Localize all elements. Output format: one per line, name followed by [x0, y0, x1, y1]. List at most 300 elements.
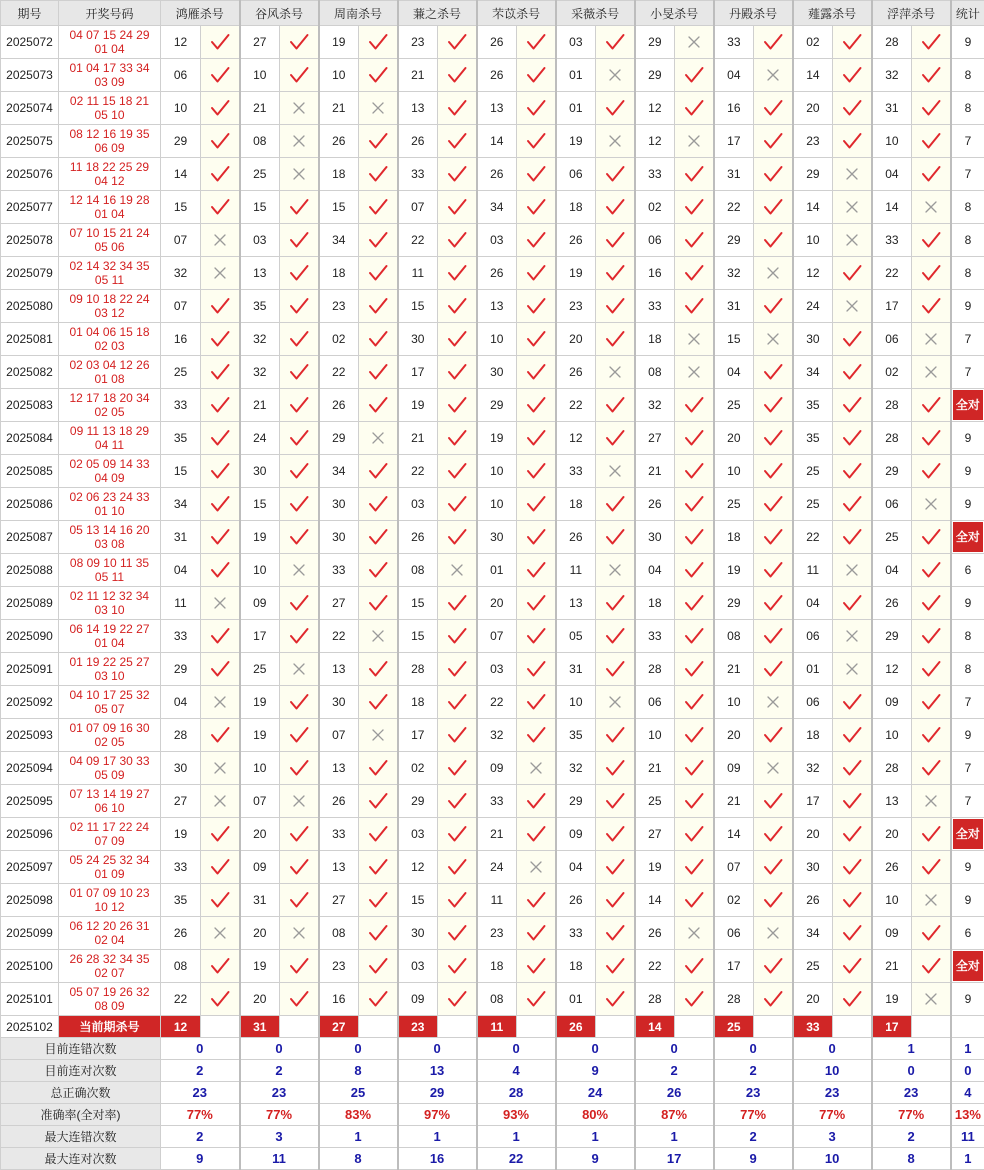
check-icon	[368, 462, 388, 480]
check-icon	[526, 825, 546, 843]
result-correct-cell	[596, 851, 635, 884]
result-correct-cell	[359, 488, 398, 521]
stats-row	[1, 1126, 984, 1148]
cross-icon	[687, 332, 701, 346]
kill-number-cell: 35	[556, 719, 596, 752]
cross-icon	[371, 728, 385, 742]
kill-number-cell: 30	[793, 323, 833, 356]
cross-icon	[529, 860, 543, 874]
check-icon	[368, 858, 388, 876]
check-icon	[763, 462, 783, 480]
check-icon	[921, 297, 941, 315]
check-icon	[289, 462, 309, 480]
result-wrong-cell	[912, 884, 951, 917]
kill-number-cell: 20	[793, 92, 833, 125]
header-row	[1, 1, 984, 26]
result-correct-cell	[596, 620, 635, 653]
check-icon	[289, 726, 309, 744]
stats-value: 10	[793, 1060, 872, 1082]
kill-number-cell: 13	[477, 92, 517, 125]
kill-number-cell: 34	[793, 917, 833, 950]
header-predictor: 薤露杀号	[793, 1, 872, 26]
result-correct-cell	[833, 917, 872, 950]
check-icon	[368, 693, 388, 711]
stats-row	[1, 1104, 984, 1126]
table-row	[1, 653, 984, 686]
result-wrong-cell	[675, 917, 714, 950]
count-cell: 7	[951, 752, 984, 785]
result-correct-cell	[833, 455, 872, 488]
check-icon	[447, 792, 467, 810]
draw-back-numbers: 02 03	[94, 339, 125, 353]
result-wrong-cell	[438, 554, 477, 587]
result-wrong-cell	[754, 257, 793, 290]
current-kill-number: 23	[398, 1016, 438, 1038]
kill-number-cell: 02	[872, 356, 912, 389]
kill-number-cell: 23	[319, 290, 359, 323]
kill-number-cell: 35	[793, 389, 833, 422]
draw-back-numbers: 02 05	[94, 405, 125, 419]
result-correct-cell	[833, 92, 872, 125]
result-correct-cell	[833, 125, 872, 158]
kill-number-cell: 20	[556, 323, 596, 356]
count-cell: 8	[951, 257, 984, 290]
result-wrong-cell	[912, 356, 951, 389]
check-icon	[368, 330, 388, 348]
kill-number-cell: 15	[398, 884, 438, 917]
check-icon	[921, 858, 941, 876]
draw-numbers-cell	[59, 158, 161, 191]
kill-number-cell: 08	[635, 356, 675, 389]
result-correct-cell	[517, 92, 556, 125]
cross-icon	[371, 629, 385, 643]
stats-row	[1, 1038, 984, 1060]
draw-back-numbers: 08 09	[94, 999, 125, 1013]
draw-front-numbers: 02 03 04 12 26	[69, 358, 150, 372]
check-icon	[684, 759, 704, 777]
cross-icon	[608, 134, 622, 148]
kill-number-cell: 07	[319, 719, 359, 752]
kill-number-cell: 10	[240, 752, 280, 785]
stats-label: 目前连对次数	[1, 1060, 161, 1082]
stats-value: 83%	[319, 1104, 398, 1126]
kill-number-cell: 09	[872, 917, 912, 950]
check-icon	[684, 429, 704, 447]
check-icon	[763, 528, 783, 546]
result-correct-cell	[280, 851, 319, 884]
result-correct-cell	[359, 257, 398, 290]
period-cell: 2025079	[1, 257, 59, 290]
kill-number-cell: 33	[477, 785, 517, 818]
stats-total: 11	[951, 1126, 984, 1148]
cross-icon	[213, 761, 227, 775]
header-predictor: 采薇杀号	[556, 1, 635, 26]
stats-value: 23	[793, 1082, 872, 1104]
table-row	[1, 59, 984, 92]
period-cell: 2025098	[1, 884, 59, 917]
result-correct-cell	[280, 884, 319, 917]
check-icon	[763, 132, 783, 150]
kill-number-cell: 12	[556, 422, 596, 455]
result-correct-cell	[596, 224, 635, 257]
result-correct-cell	[438, 653, 477, 686]
kill-number-cell: 21	[240, 389, 280, 422]
draw-numbers-cell	[59, 422, 161, 455]
kill-number-cell: 10	[319, 59, 359, 92]
check-icon	[447, 462, 467, 480]
result-correct-cell	[596, 917, 635, 950]
draw-numbers-cell	[59, 26, 161, 59]
current-blank-cell	[438, 1016, 477, 1038]
current-total-blank	[951, 1016, 984, 1038]
draw-front-numbers: 08 09 10 11 35	[69, 556, 150, 570]
check-icon	[526, 726, 546, 744]
draw-back-numbers: 03 09	[94, 75, 125, 89]
result-correct-cell	[517, 422, 556, 455]
result-correct-cell	[359, 323, 398, 356]
check-icon	[289, 594, 309, 612]
result-correct-cell	[280, 59, 319, 92]
cross-icon	[845, 629, 859, 643]
result-correct-cell	[438, 752, 477, 785]
result-correct-cell	[675, 818, 714, 851]
kill-number-cell: 34	[319, 224, 359, 257]
result-correct-cell	[675, 389, 714, 422]
stats-value: 97%	[398, 1104, 477, 1126]
check-icon	[289, 330, 309, 348]
kill-number-cell: 18	[556, 950, 596, 983]
kill-number-cell: 18	[319, 257, 359, 290]
result-correct-cell	[912, 752, 951, 785]
stats-value: 1	[872, 1038, 951, 1060]
kill-number-cell: 15	[398, 290, 438, 323]
draw-back-numbers: 01 04	[94, 636, 125, 650]
header-period: 期号	[1, 1, 59, 26]
stats-value: 9	[714, 1148, 793, 1170]
draw-front-numbers: 01 19 22 25 27	[69, 655, 150, 669]
period-cell: 2025081	[1, 323, 59, 356]
check-icon	[210, 858, 230, 876]
kill-number-cell: 26	[556, 356, 596, 389]
kill-number-cell: 09	[398, 983, 438, 1016]
table-row	[1, 917, 984, 950]
kill-number-cell: 06	[872, 323, 912, 356]
count-cell: 9	[951, 26, 984, 59]
kill-number-cell: 23	[793, 125, 833, 158]
stats-value: 13	[398, 1060, 477, 1082]
kill-number-cell: 31	[714, 158, 754, 191]
kill-number-cell: 18	[635, 587, 675, 620]
kill-number-cell: 10	[714, 686, 754, 719]
check-icon	[447, 330, 467, 348]
kill-number-cell: 27	[161, 785, 201, 818]
period-cell: 2025097	[1, 851, 59, 884]
result-wrong-cell	[596, 125, 635, 158]
result-correct-cell	[754, 983, 793, 1016]
result-correct-cell	[833, 752, 872, 785]
draw-back-numbers: 04 12	[94, 174, 125, 188]
stats-value: 0	[398, 1038, 477, 1060]
stats-row	[1, 1082, 984, 1104]
draw-numbers-cell	[59, 851, 161, 884]
result-correct-cell	[912, 92, 951, 125]
result-correct-cell	[438, 191, 477, 224]
check-icon	[526, 924, 546, 942]
cross-icon	[213, 794, 227, 808]
check-icon	[289, 627, 309, 645]
result-correct-cell	[596, 290, 635, 323]
kill-number-cell: 22	[872, 257, 912, 290]
kill-number-cell: 11	[398, 257, 438, 290]
kill-number-cell: 17	[872, 290, 912, 323]
check-icon	[447, 957, 467, 975]
check-icon	[368, 792, 388, 810]
check-icon	[921, 627, 941, 645]
kill-number-cell: 14	[477, 125, 517, 158]
result-correct-cell	[201, 455, 240, 488]
stats-value: 1	[319, 1126, 398, 1148]
check-icon	[684, 462, 704, 480]
result-correct-cell	[754, 455, 793, 488]
result-correct-cell	[438, 26, 477, 59]
kill-number-cell: 12	[872, 653, 912, 686]
cross-icon	[766, 68, 780, 82]
kill-number-cell: 26	[556, 224, 596, 257]
kill-number-cell: 30	[793, 851, 833, 884]
draw-front-numbers: 07 13 14 19 27	[69, 787, 150, 801]
kill-number-cell: 26	[319, 389, 359, 422]
check-icon	[289, 759, 309, 777]
stats-value: 77%	[240, 1104, 319, 1126]
check-icon	[763, 363, 783, 381]
kill-number-cell: 27	[319, 587, 359, 620]
kill-number-cell: 06	[635, 686, 675, 719]
result-wrong-cell	[833, 158, 872, 191]
kill-number-cell: 29	[161, 653, 201, 686]
stats-value: 2	[714, 1060, 793, 1082]
kill-number-cell: 29	[872, 620, 912, 653]
check-icon	[526, 132, 546, 150]
result-correct-cell	[675, 59, 714, 92]
period-cell: 2025078	[1, 224, 59, 257]
kill-number-cell: 21	[477, 818, 517, 851]
kill-number-cell: 30	[398, 323, 438, 356]
result-correct-cell	[675, 686, 714, 719]
result-correct-cell	[438, 488, 477, 521]
check-icon	[368, 165, 388, 183]
kill-number-cell: 21	[714, 785, 754, 818]
result-correct-cell	[438, 224, 477, 257]
cross-icon	[766, 695, 780, 709]
check-icon	[921, 528, 941, 546]
result-correct-cell	[675, 554, 714, 587]
check-icon	[842, 429, 862, 447]
stats-value: 26	[635, 1082, 714, 1104]
cross-icon	[845, 563, 859, 577]
result-correct-cell	[280, 257, 319, 290]
draw-back-numbers: 04 09	[94, 471, 125, 485]
check-icon	[526, 297, 546, 315]
check-icon	[763, 594, 783, 612]
result-correct-cell	[280, 26, 319, 59]
result-correct-cell	[596, 818, 635, 851]
count-cell: 9	[951, 719, 984, 752]
stats-value: 77%	[872, 1104, 951, 1126]
check-icon	[210, 99, 230, 117]
kill-number-cell: 19	[714, 554, 754, 587]
stats-label: 准确率(全对率)	[1, 1104, 161, 1126]
check-icon	[763, 33, 783, 51]
result-correct-cell	[754, 653, 793, 686]
kill-number-cell: 30	[161, 752, 201, 785]
check-icon	[526, 462, 546, 480]
result-correct-cell	[359, 686, 398, 719]
table-row	[1, 818, 984, 851]
check-icon	[763, 627, 783, 645]
kill-number-cell: 22	[477, 686, 517, 719]
cross-icon	[608, 563, 622, 577]
kill-number-cell: 21	[398, 59, 438, 92]
result-correct-cell	[517, 620, 556, 653]
stats-value: 8	[319, 1148, 398, 1170]
check-icon	[921, 660, 941, 678]
result-correct-cell	[280, 587, 319, 620]
result-wrong-cell	[280, 92, 319, 125]
kill-number-cell: 22	[319, 356, 359, 389]
draw-back-numbers: 05 11	[94, 273, 125, 287]
result-correct-cell	[517, 323, 556, 356]
result-correct-cell	[517, 785, 556, 818]
check-icon	[605, 990, 625, 1008]
result-wrong-cell	[201, 686, 240, 719]
kill-number-cell: 11	[556, 554, 596, 587]
cross-icon	[924, 893, 938, 907]
result-correct-cell	[833, 983, 872, 1016]
period-cell: 2025095	[1, 785, 59, 818]
result-correct-cell	[201, 653, 240, 686]
check-icon	[763, 660, 783, 678]
check-icon	[447, 660, 467, 678]
kill-number-cell: 23	[477, 917, 517, 950]
stats-value: 23	[240, 1082, 319, 1104]
draw-back-numbers: 10 12	[94, 900, 125, 914]
period-cell: 2025075	[1, 125, 59, 158]
result-wrong-cell	[280, 653, 319, 686]
kill-number-cell: 04	[793, 587, 833, 620]
draw-front-numbers: 09 11 13 18 29	[69, 424, 150, 438]
result-correct-cell	[912, 587, 951, 620]
check-icon	[526, 627, 546, 645]
stats-value: 8	[872, 1148, 951, 1170]
check-icon	[921, 759, 941, 777]
cross-icon	[213, 596, 227, 610]
kill-number-cell: 20	[714, 422, 754, 455]
kill-number-cell: 03	[477, 224, 517, 257]
cross-icon	[924, 200, 938, 214]
result-correct-cell	[517, 554, 556, 587]
stats-row	[1, 1060, 984, 1082]
kill-number-cell: 29	[635, 59, 675, 92]
check-icon	[368, 495, 388, 513]
result-wrong-cell	[912, 983, 951, 1016]
result-wrong-cell	[833, 554, 872, 587]
check-icon	[763, 726, 783, 744]
cross-icon	[845, 662, 859, 676]
period-cell: 2025089	[1, 587, 59, 620]
kill-number-cell: 26	[477, 158, 517, 191]
kill-number-cell: 26	[161, 917, 201, 950]
check-icon	[684, 693, 704, 711]
stats-value: 1	[477, 1126, 556, 1148]
kill-number-cell: 22	[161, 983, 201, 1016]
draw-back-numbers: 01 10	[94, 504, 125, 518]
check-icon	[526, 429, 546, 447]
result-correct-cell	[359, 785, 398, 818]
kill-number-cell: 34	[477, 191, 517, 224]
kill-number-cell: 18	[398, 686, 438, 719]
stats-value: 0	[240, 1038, 319, 1060]
result-correct-cell	[833, 950, 872, 983]
cross-icon	[608, 695, 622, 709]
kill-number-cell: 02	[714, 884, 754, 917]
kill-number-cell: 10	[240, 554, 280, 587]
kill-number-cell: 04	[635, 554, 675, 587]
check-icon	[368, 957, 388, 975]
result-correct-cell	[517, 257, 556, 290]
draw-front-numbers: 06 12 20 26 31	[69, 919, 150, 933]
result-correct-cell	[280, 752, 319, 785]
table-row	[1, 389, 984, 422]
check-icon	[605, 924, 625, 942]
table-row	[1, 356, 984, 389]
kill-number-cell: 01	[556, 59, 596, 92]
check-icon	[763, 396, 783, 414]
result-wrong-cell	[201, 752, 240, 785]
check-icon	[368, 396, 388, 414]
stats-value: 2	[714, 1126, 793, 1148]
kill-number-cell: 10	[872, 719, 912, 752]
kill-number-cell: 16	[714, 92, 754, 125]
kill-number-cell: 23	[556, 290, 596, 323]
result-correct-cell	[201, 983, 240, 1016]
check-icon	[447, 165, 467, 183]
check-icon	[210, 528, 230, 546]
cross-icon	[924, 332, 938, 346]
cross-icon	[213, 233, 227, 247]
result-correct-cell	[359, 818, 398, 851]
stats-value: 17	[635, 1148, 714, 1170]
kill-number-cell: 21	[398, 422, 438, 455]
check-icon	[684, 165, 704, 183]
result-correct-cell	[754, 191, 793, 224]
result-correct-cell	[359, 356, 398, 389]
result-correct-cell	[201, 290, 240, 323]
check-icon	[842, 264, 862, 282]
cross-icon	[608, 365, 622, 379]
check-icon	[605, 297, 625, 315]
count-cell: 8	[951, 620, 984, 653]
kill-number-cell: 17	[714, 950, 754, 983]
check-icon	[842, 891, 862, 909]
stats-value: 1	[635, 1126, 714, 1148]
check-icon	[605, 495, 625, 513]
result-correct-cell	[359, 884, 398, 917]
kill-number-cell: 23	[319, 950, 359, 983]
check-icon	[921, 693, 941, 711]
check-icon	[921, 825, 941, 843]
check-icon	[921, 561, 941, 579]
check-icon	[526, 264, 546, 282]
